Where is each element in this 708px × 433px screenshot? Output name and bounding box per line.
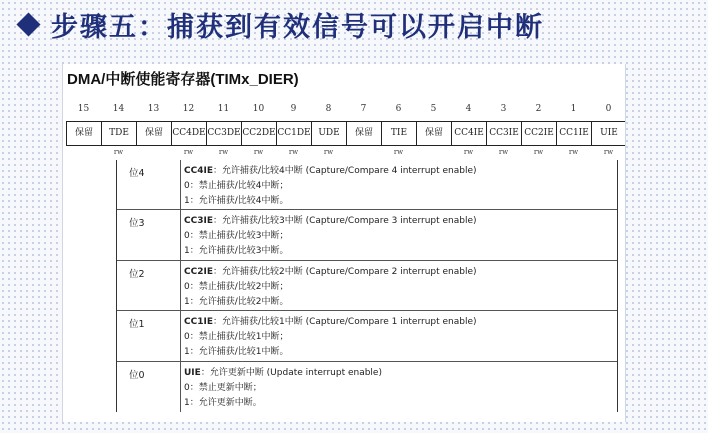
access-label <box>136 148 171 156</box>
bit-field-cell: 保留 <box>417 122 452 145</box>
bit-number: 5 <box>430 104 437 114</box>
bit-field-row <box>66 121 626 146</box>
bit-field-cell: CC1IE <box>557 122 592 145</box>
bit-field-cell: UDE <box>312 122 347 145</box>
bit-description <box>181 362 617 412</box>
bit-description-row <box>117 210 617 260</box>
bit-field-cell: CC3IE <box>487 122 522 145</box>
register-title: DMA/中断使能寄存器(TIMx_DIER) <box>67 71 299 88</box>
field-summary: ：允许捕获/比较2中断 (Capture/Compare 2 interrupt enable) <box>212 266 477 277</box>
field-summary: ：允许捕获/比较3中断 (Capture/Compare 3 interrupt enable) <box>212 216 477 227</box>
option-1: 1：允许捕获/比较2中断。 <box>184 296 289 307</box>
bit-number: 13 <box>147 104 160 114</box>
bit-description <box>181 261 617 310</box>
bit-description-row <box>117 261 617 311</box>
register-panel <box>62 64 626 422</box>
bit-number: 8 <box>325 104 332 114</box>
bit-description-row <box>117 311 617 361</box>
bit-field-cell: 保留 <box>347 122 382 145</box>
access-label <box>346 148 381 156</box>
access-label: rw <box>393 148 404 156</box>
bit-description <box>181 311 617 360</box>
access-row <box>66 148 626 156</box>
access-label: rw <box>113 148 124 156</box>
access-label: rw <box>498 148 509 156</box>
bit-field-cell: CC2IE <box>522 122 557 145</box>
bit-field-cell: UIE <box>592 122 626 145</box>
bit-description <box>181 210 617 259</box>
diamond-bullet-icon <box>16 12 40 36</box>
bit-number: 7 <box>360 104 367 114</box>
bit-number-row <box>66 104 626 114</box>
bit-number: 15 <box>77 104 90 114</box>
bit-field-cell: 保留 <box>67 122 102 145</box>
access-label <box>416 148 451 156</box>
bit-number: 2 <box>535 104 542 114</box>
field-name: CC2IE <box>184 266 213 277</box>
option-1: 1：允许更新中断。 <box>184 397 262 408</box>
bit-field-cell: CC2DE <box>242 122 277 145</box>
bit-number: 3 <box>500 104 507 114</box>
slide-title <box>14 4 544 44</box>
access-label: rw <box>288 148 299 156</box>
bit-number: 10 <box>252 104 265 114</box>
access-label: rw <box>323 148 334 156</box>
option-1: 1：允许捕获/比较3中断。 <box>184 246 289 257</box>
bit-field-cell: CC4IE <box>452 122 487 145</box>
option-1: 1：允许捕获/比较1中断。 <box>184 347 289 358</box>
bit-position: 位0 <box>117 362 181 412</box>
field-name: CC3IE <box>184 216 213 227</box>
bit-number: 0 <box>605 104 612 114</box>
access-label: rw <box>603 148 614 156</box>
bit-number: 9 <box>290 104 297 114</box>
option-0: 0：禁止捕获/比较2中断； <box>184 281 289 292</box>
bit-field-cell: CC1DE <box>277 122 312 145</box>
bit-number: 4 <box>465 104 472 114</box>
field-summary: ：允许捕获/比较1中断 (Capture/Compare 1 interrupt enable) <box>212 317 477 328</box>
bit-description-row <box>117 362 617 412</box>
bit-field-cell: CC3DE <box>207 122 242 145</box>
access-label <box>66 148 101 156</box>
field-summary: ：允许更新中断 (Update interrupt enable) <box>200 367 382 378</box>
access-label: rw <box>568 148 579 156</box>
access-label: rw <box>218 148 229 156</box>
bit-field-cell: TDE <box>102 122 137 145</box>
option-1: 1：允许捕获/比较4中断。 <box>184 196 289 206</box>
bit-field-cell: CC4DE <box>172 122 207 145</box>
bit-field-cell: TIE <box>382 122 417 145</box>
bit-description <box>181 160 617 209</box>
slide-title-text: 步骤五：捕获到有效信号可以开启中断 <box>51 11 544 43</box>
access-label: rw <box>253 148 264 156</box>
bit-position: 位1 <box>117 311 181 360</box>
bit-description-row <box>117 160 617 210</box>
bit-position: 位3 <box>117 210 181 259</box>
bit-number: 14 <box>112 104 125 114</box>
bit-field-cell: 保留 <box>137 122 172 145</box>
option-0: 0：禁止捕获/比较3中断； <box>184 231 289 242</box>
access-label: rw <box>183 148 194 156</box>
bit-number: 12 <box>182 104 195 114</box>
bit-number: 11 <box>217 104 230 114</box>
field-name: UIE <box>184 367 201 378</box>
bit-description-table <box>116 160 618 412</box>
bit-position: 位4 <box>117 160 181 209</box>
option-0: 0：禁止捕获/比较1中断； <box>184 332 289 343</box>
field-summary: ：允许捕获/比较4中断 (Capture/Compare 4 interrupt enable) <box>212 166 477 176</box>
field-name: CC4IE <box>184 166 213 176</box>
bit-position: 位2 <box>117 261 181 310</box>
field-name: CC1IE <box>184 317 213 328</box>
option-0: 0：禁止捕获/比较4中断； <box>184 181 289 191</box>
bit-number: 1 <box>570 104 577 114</box>
access-label: rw <box>533 148 544 156</box>
option-0: 0：禁止更新中断； <box>184 382 262 393</box>
bit-number: 6 <box>395 104 402 114</box>
access-label: rw <box>463 148 474 156</box>
